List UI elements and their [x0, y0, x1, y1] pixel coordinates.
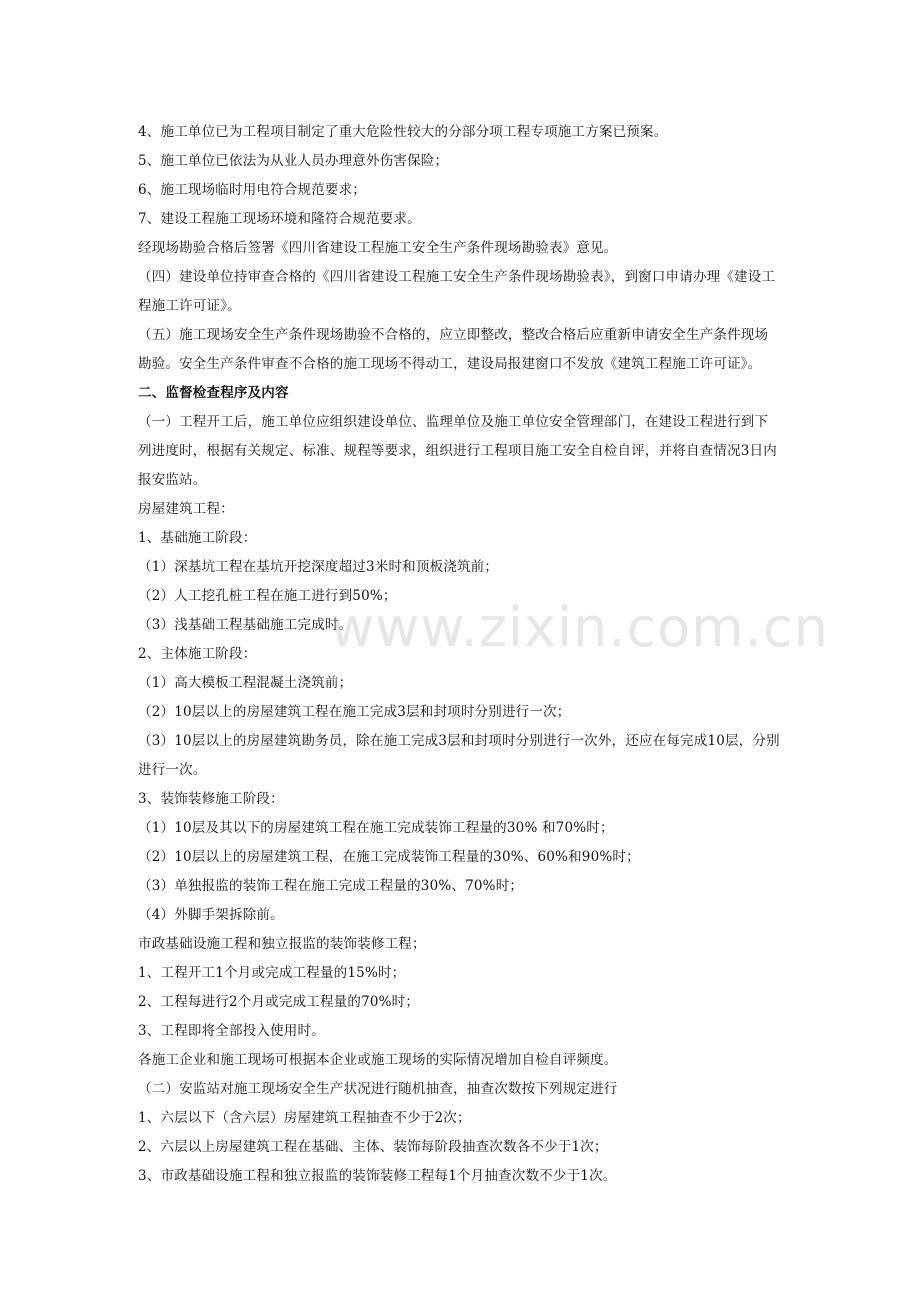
watermark: www.zixin.com.cn [330, 596, 829, 659]
text-line: 1、工程开工1个月或完成工程量的15%时； [138, 965, 406, 981]
text-line: （1）10层及其以下的房屋建筑工程在施工完成装饰工程量的30% 和70%时； [138, 820, 614, 836]
text-line: （2）10层以上的房屋建筑工程在施工完成3层和封项时分别进行一次； [138, 704, 571, 720]
text-line: （1）深基坑工程在基坑开挖深度超过3米时和顶板浇筑前； [138, 559, 499, 575]
text-line: 经现场勘验合格后签署《四川省建设工程施工安全生产条件现场勘验表》意见。 [138, 240, 618, 256]
text-line: （4）外脚手架拆除前。 [138, 907, 284, 923]
text-line: （四）建设单位持审查合格的《四川省建设工程施工安全生产条件现场勘验表》，到窗口申请办理《建设工 [138, 269, 776, 285]
text-line: 3、装饰装修施工阶段： [138, 791, 284, 807]
text-line: 2、工程每进行2个月或完成工程量的70%时； [138, 994, 420, 1010]
text-line: 6、施工现场临时用电符合规范要求； [138, 182, 366, 198]
text-line: 进行一次。 [138, 762, 207, 778]
text-line: 3、市政基础设施工程和独立报监的装饰装修工程每1个月抽查次数不少于1次。 [138, 1168, 617, 1184]
text-line: （3）浅基础工程基础施工完成时。 [138, 617, 353, 633]
text-line: （五）施工现场安全生产条件现场勘验不合格的，应立即整改，整改合格后应重新申请安全生产条件现场 [138, 327, 769, 343]
text-line: 房屋建筑工程： [138, 501, 234, 517]
text-line: （3）10层以上的房屋建筑勘务员，除在施工完成3层和封项时分别进行一次外，还应在每完成10层，分别 [138, 733, 780, 749]
text-line: 列进度时，根据有关规定、标准、规程等要求，组织进行工程项目施工安全自检自评，并将自查情况3日内 [138, 443, 777, 459]
text-line: 报安监站。 [138, 472, 207, 488]
text-line: 2、主体施工阶段： [138, 646, 257, 662]
text-line: 程施工许可证》。 [138, 298, 241, 314]
text-line: 各施工企业和施工现场可根据本企业或施工现场的实际情况增加自检自评频度。 [138, 1052, 618, 1068]
text-line: 7、建设工程施工现场环境和隆符合规范要求。 [138, 211, 421, 227]
text-line: 2、六层以上房屋建筑工程在基础、主体、装饰每阶段抽查次数各不少于1次； [138, 1139, 608, 1155]
section-heading: 二、监督检查程序及内容 [138, 385, 289, 401]
text-line: （3）单独报监的装饰工程在施工完成工程量的30%、70%时； [138, 878, 524, 894]
text-line: 1、六层以下（含六层）房屋建筑工程抽查不少于2次； [138, 1110, 471, 1126]
text-line: （一）工程开工后，施工单位应组织建设单位、监理单位及施工单位安全管理部门，在建设工程进行到下 [138, 414, 769, 430]
text-line: （1）高大模板工程混凝土浇筑前； [138, 675, 353, 691]
text-line: 3、工程即将全部投入使用时。 [138, 1023, 325, 1039]
text-line: （二）安监站对施工现场安全生产状况进行随机抽查，抽查次数按下列规定进行 [138, 1081, 618, 1097]
text-line: 1、基础施工阶段： [138, 530, 257, 546]
text-line: 4、施工单位已为工程项目制定了重大危险性较大的分部分项工程专项施工方案已预案。 [138, 124, 668, 140]
text-line: （2）10层以上的房屋建筑工程，在施工完成装饰工程量的30%、60%和90%时； [138, 849, 640, 865]
text-line: 5、施工单位已依法为从业人员办理意外伤害保险； [138, 153, 449, 169]
text-line: （2）人工挖孔桩工程在施工进行到50%； [138, 588, 397, 604]
text-line: 勘验。安全生产条件审查不合格的施工现场不得动工，建设局报建窗口不发放《建筑工程施工许可证》。 [138, 356, 762, 372]
text-line: 市政基础设施工程和独立报监的装饰装修工程； [138, 936, 426, 952]
